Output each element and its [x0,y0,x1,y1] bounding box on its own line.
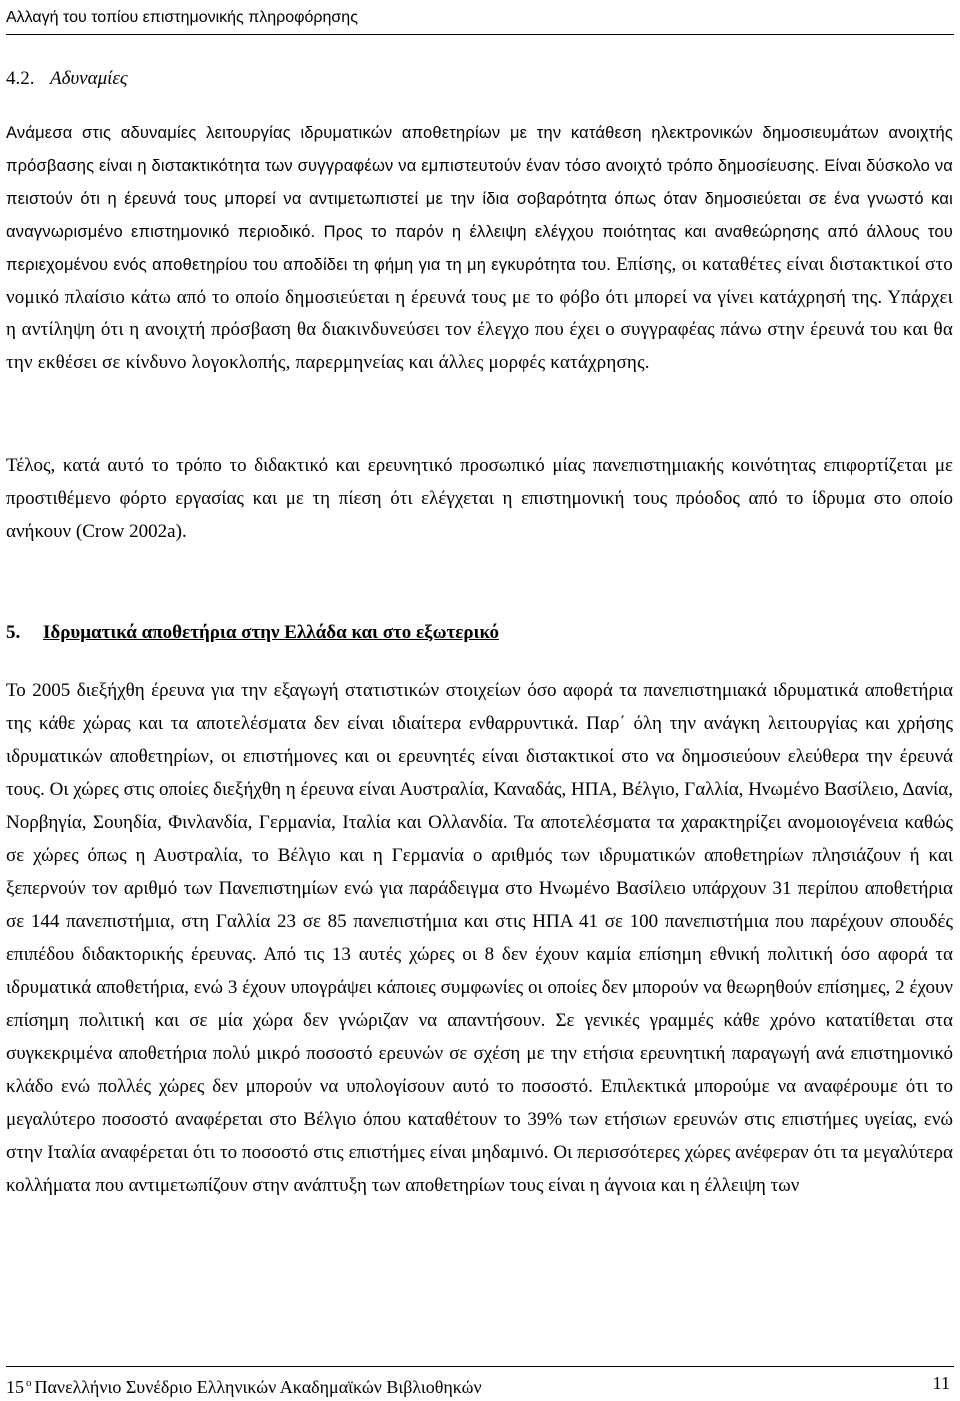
page-footer [6,1366,954,1398]
paragraph-workload: Τέλος, κατά αυτό το τρόπο το διδακτικό και ερευνητικό προσωπικό μίας πανεπιστημιακής κοινότητας επιφορτίζεται με προστιθέμενο φόρτο εργασίας και με τη πίεση ότι ελέγχεται η επιστημονική τους πρόοδος από το ίδρυμα στο οποίο ανήκουν (Crow 2002a). [6,455,953,542]
section-title: Αδυναμίες [50,68,128,89]
footer-conference-number: 15 [6,1377,24,1397]
running-header [6,8,954,35]
section-number: 4.2. [6,68,35,89]
paragraph-weaknesses-part-1: Ανάμεσα στις αδυναμίες λειτουργίας ιδρυματικών αποθετηρίων με την κατάθεση ηλεκτρονικών δημοσιευμάτων ανοιχτής πρόσβασης είναι η διστακτικότητα των συγγραφέων να εμπιστευτούν έναν τόσο ανοιχτό τρόπο δημοσίευσης. Είναι δύσκολο να πειστούν ότι η έρευνά τους μπορεί να αντιμετωπιστεί με την ίδια σοβαρότητα όπως όταν δημοσιεύεται σε ένα γνωστό και αναγνωρισμένο επιστημονικό περιοδικό. Προς το παρόν η έλλειψη ελέγχου ποιότητας και αναθεώρησης από άλλους του περιεχομένου ενός αποθετηρίου του αποδίδει τη φήμη για τη μη εγκυρότητα του. [6,124,954,274]
paragraph-weaknesses-part-2: Επίσης, οι καταθέτες είναι διστακτικοί στο νομικό πλαίσιο κάτω από το οποίο δημοσιεύεται η έρευνά τους με το φόβο ότι μπορεί να γίνει κατάχρησή της. Υπάρχει η αντίληψη ότι η ανοιχτή πρόσβαση θα διακινδυνεύσει τον έλεγχο που έχει ο συγγραφέας πάνω στην έρευνά του και θα την εκθέσει σε κίνδυνο λογοκλοπής, παρερμηνείας και άλλες μορφές κατάχρησης. [6,253,953,374]
footer-ordinal-superscript: ο [26,1377,32,1389]
footer-conference-name: Πανελλήνιο Συνέδριο Ελληνικών Ακαδημαϊκών Βιβλιοθηκών [34,1377,482,1397]
section-heading-5 [6,620,499,646]
page-number: 11 [932,1373,950,1393]
section-heading-4-2 [6,67,128,91]
paragraph-survey-2005: Το 2005 διεξήχθη έρευνα για την εξαγωγή στατιστικών στοιχείων όσο αφορά τα πανεπιστημιακά ιδρυματικά αποθετήρια της κάθε χώρας και τα αποτελέσματα δεν είναι ιδιαίτερα ενθαρρυντικά. Παρ΄ όλη την ανάγκη λειτουργίας και χρήσης ιδρυματικών αποθετηρίων, οι επιστήμονες και οι ερευνητές είναι διστακτικοί στο να δημοσιεύουν ελεύθερα την έρευνά τους. Οι χώρες στις οποίες διεξήχθη η έρευνα είναι Αυστραλία, Καναδάς, ΗΠΑ, Βέλγιο, Γαλλία, Ηνωμένο Βασίλειο, Δανία, Νορβηγία, Σουηδία, Φινλανδία, Γερμανία, Ιταλία και Ολλανδία. Τα αποτελέσματα τα χαρακτηρίζει ανομοιογένεια καθώς σε χώρες όπως η Αυστραλία, το Βέλγιο και η Γερμανία ο αριθμός των ιδρυματικών αποθετηρίων πλησιάζουν ή και ξεπερνούν τον αριθμό των Πανεπιστημίων ενώ για παράδειγμα στο Ηνωμένο Βασίλειο υπάρχουν 31 περίπου αποθετήρια σε 144 πανεπιστήμια, στη Γαλλία 23 σε 85 πανεπιστήμια και στις ΗΠΑ 41 σε 100 πανεπιστήμια που παρέχουν σπουδές επιπέδου διδακτορικής έρευνας. Από τις 13 αυτές χώρες οι 8 δεν έχουν καμία επίσημη εθνική πολιτική όσο αφορά τα ιδρυματικά αποθετήρια, ενώ 3 έχουν υπογράψει κάποιες συμφωνίες οι οποίες δεν μπορούν να θεωρηθούν επίσημες, 2 έχουν επίσημη πολιτική και σε μία χώρα δεν γνώριζαν να απαντήσουν. Σε γενικές γραμμές κάθε χρόνο κατατίθεται στα συγκεκριμένα αποθετήρια πολύ μικρό ποσοστό ερευνών σε σχέση με την ετήσια ερευνητική παραγωγή ανά επιστημονικό κλάδο ενώ πολλές χώρες δεν μπορούν να υπολογίσουν αυτό το ποσοστό. Επιλεκτικά μπορούμε να αναφέρουμε ότι το μεγαλύτερο ποσοστό αναφέρεται στο Βέλγιο όπου καταθέτουν το 39% των ετήσιων ερευνών στις επιστήμες υγείας, ενώ στην Ιταλία αναφέρεται ότι το ποσοστό στις επιστήμες είναι μηδαμινό. Οι περισσότερες χώρες ανέφεραν ότι τα μεγαλύτερα κολλήματα που αντιμετωπίζουν στην ανάπτυξη των αποθετηρίων τους είναι η άγνοια και η έλλειψη των [6,680,953,1196]
running-header-title: Αλλαγή του τοπίου επιστημονικής πληροφόρησης [6,9,358,26]
paragraph-weaknesses [6,117,953,380]
section-5-title: Ιδρυματικά αποθετήρια στην Ελλάδα και στο εξωτερικό [43,622,499,643]
section-5-number: 5. [6,622,21,643]
